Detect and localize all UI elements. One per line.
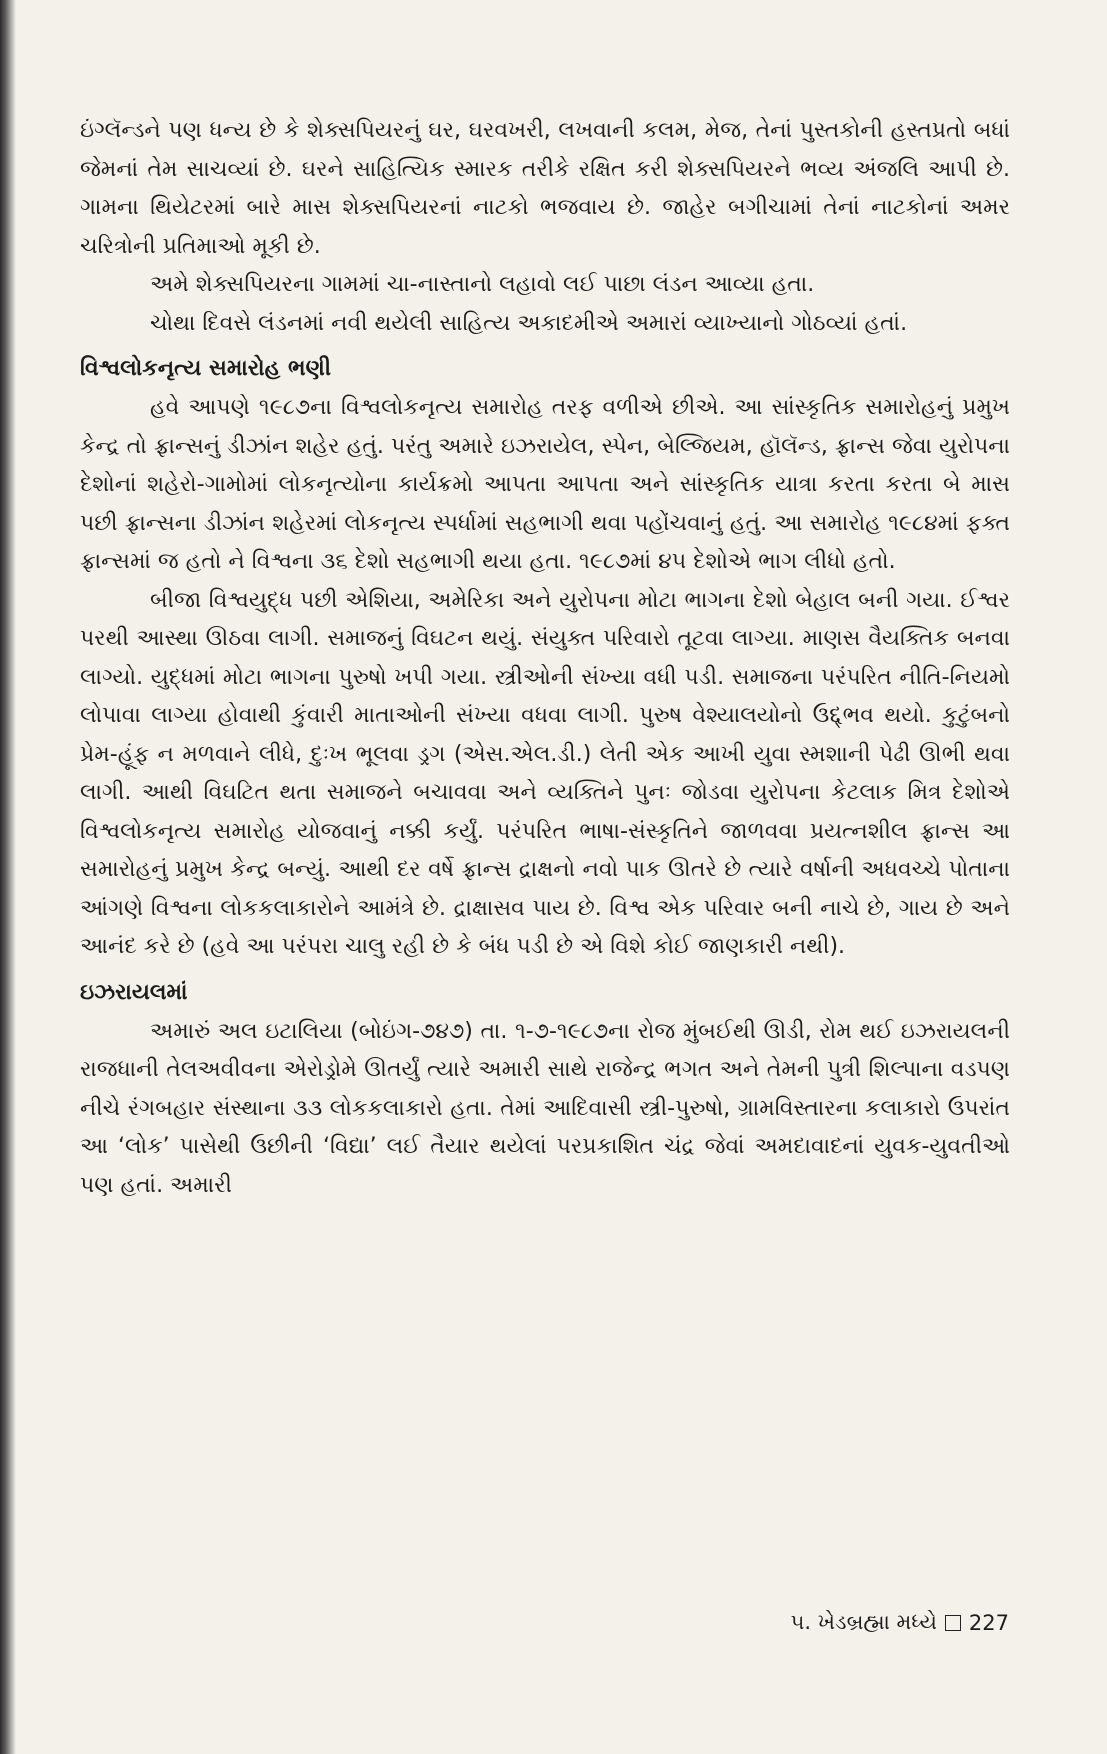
page-footer (791, 1610, 1009, 1635)
paragraph-intro-2: અમે શેક્સપિયરના ગામમાં ચા-નાસ્તાનો લહાવો લઈ પાછા લંડન આવ્યા હતા. (150, 272, 815, 297)
page-body (80, 112, 1010, 1205)
paragraph-israel-1: અમારું અલ ઇટાલિયા (બોઇંગ-૭૪૭) તા. ૧-૭-૧૯૮૭ના રોજ મુંબઈથી ઊડી, રોમ થઈ ઇઝરાયલની રાજધાની તેલઅવીવના એરોડ્રોમે ઊતર્યું ત્યારે અમારી સાથે રાજેન્દ્ર ભગત અને તેમની પુત્રી શિલ્પાના વડપણ નીચે રંગબહાર સંસ્થાના ૩૩ લોકકલાકારો હતા. તેમાં આદિવાસી સ્ત્રી-પુરુષો, ગ્રામવિસ્તારના કલાકારો ઉપરાંત આ ‘લોક’ પાસેથી ઉછીની ‘વિદ્યા’ લઈ તૈયાર થયેલાં પરપ્રકાશિત ચંદ્ર જેવાં અમદાવાદનાં યુવક-યુવતીઓ પણ હતાં. અમારી (80, 1018, 1010, 1198)
chapter-title: ૫. ખેડબ્રહ્મા મધ્યે (790, 1610, 937, 1634)
section-heading-israel: ઇઝરાયલમાં (80, 979, 188, 1005)
section-heading-festival: વિશ્વલોકનૃત્ય સમારોહ ભણી (80, 356, 332, 381)
paragraph-festival-2: બીજા વિશ્વયુદ્ધ પછી એશિયા, અમેરિકા અને યુરોપના મોટા ભાગના દેશો બેહાલ બની ગયા. ઈશ્વર પરથી આસ્થા ઊઠવા લાગી. સમાજનું વિઘટન થયું. સંયુક્ત પરિવારો તૂટવા લાગ્યા. માણસ વૈયક્તિક બનવા લાગ્યો. યુદ્ધમાં મોટા ભાગના પુરુષો ખપી ગયા. સ્ત્રીઓની સંખ્યા વધી પડી. સમાજના પરંપરિત નીતિ-નિયમો લોપાવા લાગ્યા હોવાથી કુંવારી માતાઓની સંખ્યા વધવા લાગી. પુરુષ વેશ્યાલયોનો ઉદ્દ્ભવ થયો. કુટુંબનો પ્રેમ-હૂંફ ન મળવાને લીધે, દુઃખ ભૂલવા ડ્રગ (એસ.એલ.ડી.) લેતી એક આખી યુવા સ્મશાની પેઢી ઊભી થવા લાગી. આથી વિઘટિત થતા સમાજને બચાવવા અને વ્યક્તિને પુનઃ જોડવા યુરોપના કેટલાક મિત્ર દેશોએ વિશ્વલોકનૃત્ય સમારોહ યોજવાનું નક્કી કર્યું. પરંપરિત ભાષા-સંસ્કૃતિને જાળવવા પ્રયત્નશીલ ફ્રાન્સ આ સમારોહનું પ્રમુખ કેન્દ્ર બન્યું. આથી દર વર્ષે ફ્રાન્સ દ્રાક્ષનો નવો પાક ઊતરે છે ત્યારે વર્ષાની અધવચ્ચે પોતાના આંગણે વિશ્વના લોકકલાકારોને આમંત્રે છે. દ્રાક્ષાસવ પાય છે. વિશ્વ એક પરિવાર બની નાચે છે, ગાય છે અને આનંદ કરે છે (હવે આ પરંપરા ચાલુ રહી છે કે બંધ પડી છે એ વિશે કોઈ જાણકારી નથી). (80, 587, 1010, 959)
page-binding-shadow (0, 0, 16, 1754)
paragraph-festival-1: હવે આપણે ૧૯૮૭ના વિશ્વલોકનૃત્ય સમારોહ તરફ વળીએ છીએ. આ સાંસ્કૃતિક સમારોહનું પ્રમુખ કેન્દ્ર તો ફ્રાન્સનું ડીઝાંન શહેર હતું. પરંતુ અમારે ઇઝરાયેલ, સ્પેન, બેલ્જિયમ, હૉલૅન્ડ, ફ્રાન્સ જેવા યુરોપના દેશોનાં શહેરો-ગામોમાં લોકનૃત્યોના કાર્યક્રમો આપતા આપતા અને સાંસ્કૃતિક યાત્રા કરતા કરતા બે માસ પછી ફ્રાન્સના ડીઝાંન શહેરમાં લોકનૃત્ય સ્પર્ધામાં સહભાગી થવા પહોંચવાનું હતું. આ સમારોહ ૧૯૮૪માં ફક્ત ફ્રાન્સમાં જ હતો ને વિશ્વના ૩૬ દેશો સહભાગી થયા હતા. ૧૯૮૭માં ૪૫ દેશોએ ભાગ લીધો હતો. (80, 395, 1010, 574)
paragraph-intro-3: ચોથા દિવસે લંડનમાં નવી થયેલી સાહિત્ય અકાદમીએ અમારાં વ્યાખ્યાનો ગોઠવ્યાં હતાં. (150, 310, 908, 336)
page-number: 227 (968, 1610, 1009, 1635)
paragraph-intro-1: ઇંગ્લૅન્ડને પણ ધન્ય છે કે શેક્સપિયરનું ઘર, ઘરવખરી, લખવાની કલમ, મેજ, તેનાં પુસ્તકોની હસ્તપ્રતો બધાં જેમનાં તેમ સાચવ્યાં છે. ઘરને સાહિત્યિક સ્મારક તરીકે રક્ષિત કરી શેક્સપિયરને ભવ્ય અંજલિ આપી છે. ગામના થિયેટરમાં બારે માસ શેક્સપિયરનાં નાટકો ભજવાય છે. જાહેર બગીચામાં તેનાં નાટકોનાં અમર ચરિત્રોની પ્રતિમાઓ મૂકી છે. (80, 118, 1010, 259)
square-box-icon (945, 1615, 961, 1631)
